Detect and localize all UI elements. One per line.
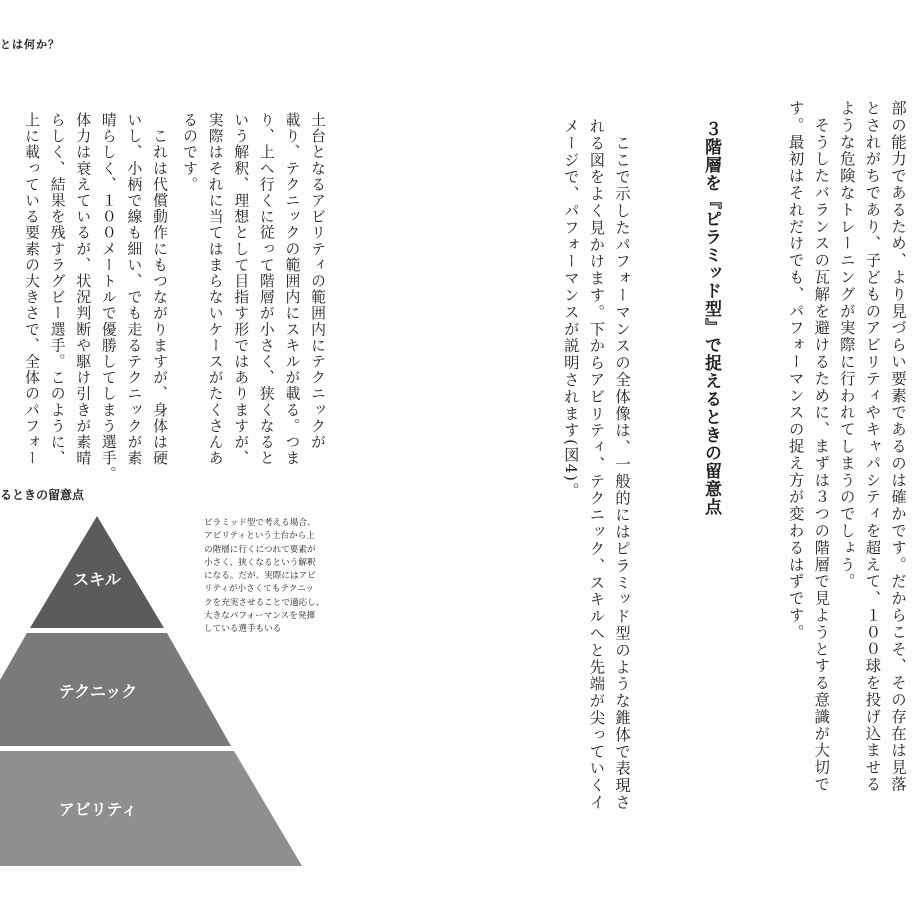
text-line: れる図をよく見かけます。下からアビリティ、テクニック、スキルへと先端が尖っていくイ (587, 118, 606, 811)
text-line: これは代償動作にもつながりますが、身体は硬 (151, 112, 168, 467)
text-line: いし、小柄で線も細い、でも走るテクニックが素 (125, 112, 143, 467)
pyramid-label-skill: スキル (73, 570, 121, 589)
running-head: とは何か？ (0, 38, 60, 51)
caption-line: ピラミッド型で考える場合、 (204, 518, 316, 528)
pyramid-label-technique: テクニック (58, 682, 138, 701)
text-line: 上に載っている要素の大きさで、全体のパフォー (23, 112, 41, 467)
figure-caption (204, 517, 354, 637)
pyramid-tier-bottom (0, 751, 302, 866)
text-line: るのです。 (181, 112, 199, 193)
pyramid-label-ability: アビリティ (58, 800, 138, 819)
caption-line: になる。だが、実際にはアビ (204, 571, 316, 582)
figure-title: るときの留意点 (0, 488, 85, 502)
text-line: らしく、結果を残すラグビー選手。このように、 (48, 112, 66, 467)
text-line: 体力は衰えているが、状況判断や駆け引きが素晴 (74, 112, 92, 467)
section-heading: ３階層を『ピラミッド型』で捉えるときの留意点 (701, 120, 721, 516)
text-line: メージで、パフォーマンスが説明されます(図4)。 (561, 118, 580, 500)
text-line: とされがちであり、子どものアビリティやキャパシティを超えて、１００球を投げ込ませる (863, 100, 882, 793)
caption-line: リティが小さくてもテクニッ (204, 584, 314, 595)
text-line: 実際はそれに当てはまらないケースがたくさんあ (206, 112, 224, 467)
text-line: 土台となるアビリティの範囲内にテクニックが (309, 112, 326, 451)
text-line: す。最初はそれだけでも、パフォーマンスの捉え方が変わるはずです。 (786, 100, 805, 641)
text-line: いう解釈、理想として目指す形ではありますが、 (232, 112, 250, 467)
text-line: 載り、テクニックの範囲内にスキルが載る。つま (283, 112, 301, 467)
caption-line: している選手もいる (204, 624, 282, 635)
caption-line: アビリティという土台から上 (204, 531, 315, 542)
text-line: 部の能力であるため、より見づらい要素であるのは確かです。だからこそ、その存在は見落 (889, 100, 907, 793)
caption-line: クを充実させることで適応し、 (204, 597, 325, 608)
text-line: ここで示したパフォーマンスの全体像は、一般的にはピラミッド型のような錐体で表現さ (613, 118, 631, 811)
caption-line: 大きなパフォーマンスを発揮 (204, 611, 316, 622)
caption-line: の階層に行くにつれて要素が (204, 544, 316, 555)
text-line: り、上へ行くに従って階層が小さく、狭くなると (257, 112, 275, 467)
caption-line: 小さく、狭くなるという解釈 (204, 557, 316, 568)
text-line: 晴らしく、１００メートルで優勝してしまう選手。 (99, 112, 117, 483)
text-line: ような危険なトレーニングが実際に行われてしまうのでしょう。 (837, 100, 856, 591)
text-line: そうしたバランスの瓦解を避けるために、まずは３つの階層で見ようとする意識が大切で (812, 100, 831, 793)
